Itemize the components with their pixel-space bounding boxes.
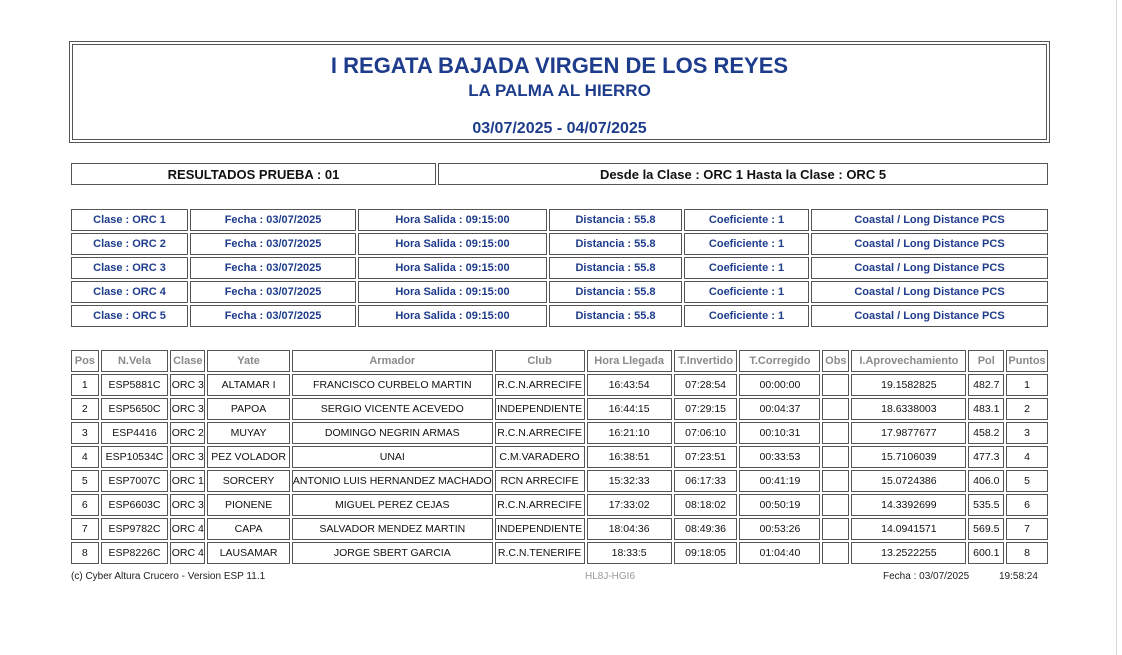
cell-corrected-time: 01:04:40 bbox=[739, 542, 820, 564]
cell-pol: 458.2 bbox=[968, 422, 1004, 444]
footer-copyright: (c) Cyber Altura Crucero - Version ESP 11.1 bbox=[71, 571, 266, 582]
cell-points: 4 bbox=[1006, 446, 1048, 468]
cell-sail-number: ESP10534C bbox=[101, 446, 169, 468]
cell-pos: 5 bbox=[71, 470, 99, 492]
cell-elapsed-time: 07:28:54 bbox=[674, 374, 738, 396]
class-distancia: Distancia : 55.8 bbox=[549, 257, 682, 279]
cell-obs bbox=[822, 422, 849, 444]
cell-yacht: PEZ VOLADOR bbox=[207, 446, 290, 468]
header-pos[interactable]: Pos bbox=[71, 350, 99, 372]
cell-class: ORC 3 bbox=[170, 494, 205, 516]
cell-corrected-time: 00:04:37 bbox=[739, 398, 820, 420]
results-class-range: Desde la Clase : ORC 1 Hasta la Clase : ORC 5 bbox=[438, 163, 1048, 185]
cell-pos: 4 bbox=[71, 446, 99, 468]
cell-pol: 477.3 bbox=[968, 446, 1004, 468]
cell-club: RCN ARRECIFE bbox=[495, 470, 585, 492]
cell-obs bbox=[822, 494, 849, 516]
cell-pol: 482.7 bbox=[968, 374, 1004, 396]
cell-club: R.C.N.ARRECIFE bbox=[495, 494, 585, 516]
cell-owner: ANTONIO LUIS HERNANDEZ MACHADO bbox=[292, 470, 493, 492]
table-row bbox=[71, 542, 1048, 564]
cell-club: R.C.N.ARRECIFE bbox=[495, 422, 585, 444]
class-clase: Clase : ORC 3 bbox=[71, 257, 188, 279]
cell-finish-time: 16:43:54 bbox=[587, 374, 672, 396]
cell-corrected-time: 00:41:19 bbox=[739, 470, 820, 492]
header-performance-index[interactable]: I.Aprovechamiento bbox=[851, 350, 966, 372]
header-corrected-time[interactable]: T.Corregido bbox=[739, 350, 820, 372]
class-fecha: Fecha : 03/07/2025 bbox=[190, 209, 356, 231]
cell-yacht: PIONENE bbox=[207, 494, 290, 516]
cell-pos: 2 bbox=[71, 398, 99, 420]
table-row bbox=[71, 446, 1048, 468]
cell-elapsed-time: 07:06:10 bbox=[674, 422, 738, 444]
cell-finish-time: 16:21:10 bbox=[587, 422, 672, 444]
cell-points: 7 bbox=[1006, 518, 1048, 540]
cell-elapsed-time: 09:18:05 bbox=[674, 542, 738, 564]
cell-performance-index: 18.6338003 bbox=[851, 398, 966, 420]
page-edge-rule bbox=[1116, 0, 1117, 655]
cell-corrected-time: 00:33:53 bbox=[739, 446, 820, 468]
class-row bbox=[71, 257, 1048, 279]
class-hora: Hora Salida : 09:15:00 bbox=[358, 209, 547, 231]
header-finish-time[interactable]: Hora Llegada bbox=[587, 350, 672, 372]
class-tipo: Coastal / Long Distance PCS bbox=[811, 209, 1048, 231]
header-yacht[interactable]: Yate bbox=[207, 350, 290, 372]
cell-pos: 3 bbox=[71, 422, 99, 444]
cell-points: 1 bbox=[1006, 374, 1048, 396]
cell-obs bbox=[822, 470, 849, 492]
class-fecha: Fecha : 03/07/2025 bbox=[190, 233, 356, 255]
cell-yacht: CAPA bbox=[207, 518, 290, 540]
cell-finish-time: 17:33:02 bbox=[587, 494, 672, 516]
class-distancia: Distancia : 55.8 bbox=[549, 305, 682, 327]
cell-pos: 7 bbox=[71, 518, 99, 540]
cell-owner: FRANCISCO CURBELO MARTIN bbox=[292, 374, 493, 396]
class-fecha: Fecha : 03/07/2025 bbox=[190, 257, 356, 279]
cell-performance-index: 13.2522255 bbox=[851, 542, 966, 564]
table-row bbox=[71, 398, 1048, 420]
header-obs[interactable]: Obs bbox=[822, 350, 849, 372]
cell-performance-index: 19.1582825 bbox=[851, 374, 966, 396]
class-info-table bbox=[69, 207, 1050, 329]
cell-finish-time: 18:33:5 bbox=[587, 542, 672, 564]
class-hora: Hora Salida : 09:15:00 bbox=[358, 233, 547, 255]
cell-obs bbox=[822, 518, 849, 540]
table-row bbox=[71, 422, 1048, 444]
cell-points: 3 bbox=[1006, 422, 1048, 444]
cell-sail-number: ESP5881C bbox=[101, 374, 169, 396]
cell-points: 5 bbox=[1006, 470, 1048, 492]
cell-class: ORC 1 bbox=[170, 470, 205, 492]
cell-elapsed-time: 06:17:33 bbox=[674, 470, 738, 492]
cell-obs bbox=[822, 542, 849, 564]
cell-owner: JORGE SBERT GARCIA bbox=[292, 542, 493, 564]
cell-performance-index: 15.0724386 bbox=[851, 470, 966, 492]
cell-performance-index: 15.7106039 bbox=[851, 446, 966, 468]
class-tipo: Coastal / Long Distance PCS bbox=[811, 257, 1048, 279]
class-clase: Clase : ORC 5 bbox=[71, 305, 188, 327]
cell-elapsed-time: 07:29:15 bbox=[674, 398, 738, 420]
cell-finish-time: 15:32:33 bbox=[587, 470, 672, 492]
cell-yacht: ALTAMAR I bbox=[207, 374, 290, 396]
cell-pos: 8 bbox=[71, 542, 99, 564]
header-sail-number[interactable]: N.Vela bbox=[101, 350, 169, 372]
event-subtitle: LA PALMA AL HIERRO bbox=[468, 81, 651, 100]
cell-elapsed-time: 08:18:02 bbox=[674, 494, 738, 516]
cell-pol: 569.5 bbox=[968, 518, 1004, 540]
cell-sail-number: ESP5650C bbox=[101, 398, 169, 420]
cell-owner: DOMINGO NEGRIN ARMAS bbox=[292, 422, 493, 444]
cell-finish-time: 16:38:51 bbox=[587, 446, 672, 468]
cell-sail-number: ESP8226C bbox=[101, 542, 169, 564]
cell-performance-index: 17.9877677 bbox=[851, 422, 966, 444]
cell-class: ORC 3 bbox=[170, 398, 205, 420]
cell-pol: 483.1 bbox=[968, 398, 1004, 420]
table-row bbox=[71, 470, 1048, 492]
header-pol[interactable]: Pol bbox=[968, 350, 1004, 372]
class-distancia: Distancia : 55.8 bbox=[549, 281, 682, 303]
event-title: I REGATA BAJADA VIRGEN DE LOS REYES bbox=[330, 53, 789, 78]
class-distancia: Distancia : 55.8 bbox=[549, 233, 682, 255]
results-heat-label: RESULTADOS PRUEBA : 01 bbox=[71, 163, 436, 185]
header-points[interactable]: Puntos bbox=[1006, 350, 1048, 372]
cell-corrected-time: 00:00:00 bbox=[739, 374, 820, 396]
cell-club: R.C.N.TENERIFE bbox=[495, 542, 585, 564]
class-tipo: Coastal / Long Distance PCS bbox=[811, 233, 1048, 255]
class-clase: Clase : ORC 2 bbox=[71, 233, 188, 255]
cell-points: 2 bbox=[1006, 398, 1048, 420]
cell-pos: 6 bbox=[71, 494, 99, 516]
cell-performance-index: 14.3392699 bbox=[851, 494, 966, 516]
class-fecha: Fecha : 03/07/2025 bbox=[190, 281, 356, 303]
cell-elapsed-time: 07:23:51 bbox=[674, 446, 738, 468]
class-distancia: Distancia : 55.8 bbox=[549, 209, 682, 231]
header-club[interactable]: Club bbox=[495, 350, 585, 372]
class-hora: Hora Salida : 09:15:00 bbox=[358, 257, 547, 279]
cell-yacht: SORCERY bbox=[207, 470, 290, 492]
cell-club: C.M.VARADERO bbox=[495, 446, 585, 468]
class-coef: Coeficiente : 1 bbox=[684, 305, 809, 327]
cell-class: ORC 4 bbox=[170, 542, 205, 564]
class-hora: Hora Salida : 09:15:00 bbox=[358, 281, 547, 303]
cell-class: ORC 4 bbox=[170, 518, 205, 540]
footer-time: 19:58:24 bbox=[999, 571, 1038, 582]
cell-club: INDEPENDIENTE bbox=[495, 518, 585, 540]
class-row bbox=[71, 233, 1048, 255]
cell-owner: MIGUEL PEREZ CEJAS bbox=[292, 494, 493, 516]
cell-pol: 406.0 bbox=[968, 470, 1004, 492]
cell-pol: 600.1 bbox=[968, 542, 1004, 564]
class-row bbox=[71, 305, 1048, 327]
cell-sail-number: ESP9782C bbox=[101, 518, 169, 540]
cell-sail-number: ESP7007C bbox=[101, 470, 169, 492]
class-clase: Clase : ORC 4 bbox=[71, 281, 188, 303]
footer-code: HL8J-HGI6 bbox=[585, 571, 636, 582]
cell-pol: 535.5 bbox=[968, 494, 1004, 516]
class-tipo: Coastal / Long Distance PCS bbox=[811, 305, 1048, 327]
cell-club: INDEPENDIENTE bbox=[495, 398, 585, 420]
cell-corrected-time: 00:10:31 bbox=[739, 422, 820, 444]
class-fecha: Fecha : 03/07/2025 bbox=[190, 305, 356, 327]
class-coef: Coeficiente : 1 bbox=[684, 209, 809, 231]
class-row bbox=[71, 281, 1048, 303]
header-elapsed-time[interactable]: T.Invertido bbox=[674, 350, 738, 372]
cell-club: R.C.N.ARRECIFE bbox=[495, 374, 585, 396]
footer-date: Fecha : 03/07/2025 bbox=[883, 571, 970, 582]
table-row bbox=[71, 518, 1048, 540]
cell-class: ORC 2 bbox=[170, 422, 205, 444]
cell-corrected-time: 00:53:26 bbox=[739, 518, 820, 540]
table-row bbox=[71, 374, 1048, 396]
table-row bbox=[71, 494, 1048, 516]
class-clase: Clase : ORC 1 bbox=[71, 209, 188, 231]
class-coef: Coeficiente : 1 bbox=[684, 257, 809, 279]
class-hora: Hora Salida : 09:15:00 bbox=[358, 305, 547, 327]
cell-yacht: LAUSAMAR bbox=[207, 542, 290, 564]
cell-sail-number: ESP4416 bbox=[101, 422, 169, 444]
event-header bbox=[72, 44, 1047, 140]
cell-owner: SERGIO VICENTE ACEVEDO bbox=[292, 398, 493, 420]
header-class[interactable]: Clase bbox=[170, 350, 205, 372]
cell-corrected-time: 00:50:19 bbox=[739, 494, 820, 516]
cell-pos: 1 bbox=[71, 374, 99, 396]
class-row bbox=[71, 209, 1048, 231]
cell-performance-index: 14.0941571 bbox=[851, 518, 966, 540]
cell-points: 8 bbox=[1006, 542, 1048, 564]
results-table bbox=[69, 348, 1050, 566]
class-coef: Coeficiente : 1 bbox=[684, 233, 809, 255]
results-summary bbox=[69, 161, 1050, 187]
cell-sail-number: ESP6603C bbox=[101, 494, 169, 516]
cell-finish-time: 16:44:15 bbox=[587, 398, 672, 420]
header-owner[interactable]: Armador bbox=[292, 350, 493, 372]
cell-yacht: PAPOA bbox=[207, 398, 290, 420]
cell-class: ORC 3 bbox=[170, 374, 205, 396]
event-dates: 03/07/2025 - 04/07/2025 bbox=[472, 120, 647, 137]
class-tipo: Coastal / Long Distance PCS bbox=[811, 281, 1048, 303]
cell-obs bbox=[822, 446, 849, 468]
cell-class: ORC 3 bbox=[170, 446, 205, 468]
cell-yacht: MUYAY bbox=[207, 422, 290, 444]
cell-owner: SALVADOR MENDEZ MARTIN bbox=[292, 518, 493, 540]
cell-points: 6 bbox=[1006, 494, 1048, 516]
cell-obs bbox=[822, 398, 849, 420]
cell-owner: UNAI bbox=[292, 446, 493, 468]
cell-finish-time: 18:04:36 bbox=[587, 518, 672, 540]
cell-elapsed-time: 08:49:36 bbox=[674, 518, 738, 540]
class-coef: Coeficiente : 1 bbox=[684, 281, 809, 303]
cell-obs bbox=[822, 374, 849, 396]
